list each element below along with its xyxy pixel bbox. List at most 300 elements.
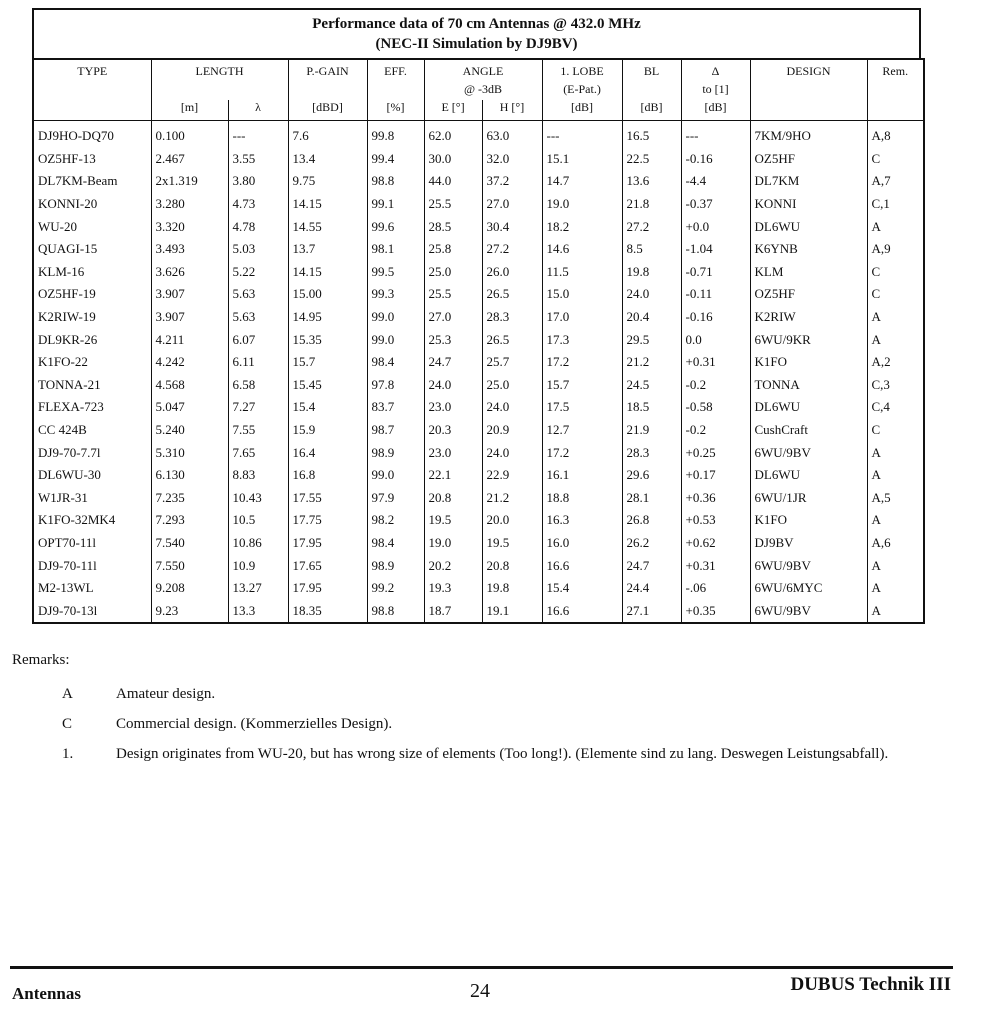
table-row	[33, 306, 924, 329]
col-bl: BL	[622, 59, 681, 82]
table-cell: +0.25	[681, 441, 750, 464]
table-cell: 98.9	[367, 554, 424, 577]
remark-key: A	[62, 686, 73, 702]
table-cell: 17.95	[288, 532, 367, 555]
table-cell: 24.0	[482, 441, 542, 464]
table-cell: 15.4	[288, 396, 367, 419]
unit-h-deg: H [°]	[482, 100, 542, 121]
col-design: DESIGN	[750, 59, 867, 82]
table-cell: 17.95	[288, 577, 367, 600]
table-cell: +0.31	[681, 351, 750, 374]
table-cell: 28.1	[622, 487, 681, 510]
table-cell: 7.293	[151, 509, 228, 532]
table-cell: A,8	[867, 121, 924, 148]
table-cell: DL6WU-30	[33, 464, 151, 487]
table-cell: 19.3	[424, 577, 482, 600]
table-cell: 12.7	[542, 419, 622, 442]
table-cell: A,5	[867, 487, 924, 510]
table-row	[33, 396, 924, 419]
table-cell: 27.2	[482, 238, 542, 261]
table-cell: 13.6	[622, 170, 681, 193]
angle-subheader: @ -3dB	[424, 82, 542, 100]
table-cell: W1JR-31	[33, 487, 151, 510]
table-cell: OZ5HF	[750, 283, 867, 306]
table-cell: 3.320	[151, 215, 228, 238]
table-cell: 15.7	[542, 374, 622, 397]
table-row	[33, 170, 924, 193]
title-line-1: Performance data of 70 cm Antennas @ 432.0 MHz	[312, 16, 641, 32]
table-cell: 20.8	[482, 554, 542, 577]
table-cell: 7.27	[228, 396, 288, 419]
table-cell: 7KM/9HO	[750, 121, 867, 148]
table-cell: 3.907	[151, 306, 228, 329]
table-cell: 5.310	[151, 441, 228, 464]
table-cell: 0.0	[681, 328, 750, 351]
table-cell: A	[867, 554, 924, 577]
table-cell: WU-20	[33, 215, 151, 238]
col-lobe: 1. LOBE	[542, 59, 622, 82]
table-cell: 24.0	[424, 374, 482, 397]
table-cell: 6.130	[151, 464, 228, 487]
table-cell: 7.540	[151, 532, 228, 555]
table-cell: 6.58	[228, 374, 288, 397]
table-cell: CushCraft	[750, 419, 867, 442]
table-cell: -.06	[681, 577, 750, 600]
table-cell: DJ9-70-11l	[33, 554, 151, 577]
table-cell: 20.0	[482, 509, 542, 532]
table-cell: 17.0	[542, 306, 622, 329]
table-cell: 10.86	[228, 532, 288, 555]
table-cell: 13.7	[288, 238, 367, 261]
table-cell: 99.8	[367, 121, 424, 148]
table-row	[33, 215, 924, 238]
table-cell: 27.1	[622, 599, 681, 623]
table-row	[33, 487, 924, 510]
table-cell: 98.7	[367, 419, 424, 442]
table-cell: DL7KM-Beam	[33, 170, 151, 193]
table-cell: 6WU/9BV	[750, 441, 867, 464]
table-cell: 6WU/1JR	[750, 487, 867, 510]
table-cell: KONNI-20	[33, 193, 151, 216]
table-cell: 14.55	[288, 215, 367, 238]
table-cell: C,1	[867, 193, 924, 216]
table-cell: 4.568	[151, 374, 228, 397]
table-cell: 98.4	[367, 532, 424, 555]
table-cell: 9.75	[288, 170, 367, 193]
table-cell: 19.1	[482, 599, 542, 623]
table-cell: 14.95	[288, 306, 367, 329]
table-cell: 99.2	[367, 577, 424, 600]
table-cell: A,7	[867, 170, 924, 193]
table-cell: 97.9	[367, 487, 424, 510]
table-cell: 27.0	[424, 306, 482, 329]
table-cell: 2x1.319	[151, 170, 228, 193]
table-cell: 3.626	[151, 261, 228, 284]
table-cell: 10.43	[228, 487, 288, 510]
table-cell: 24.5	[622, 374, 681, 397]
table-cell: K6YNB	[750, 238, 867, 261]
table-cell: ---	[228, 121, 288, 148]
table-cell: 26.8	[622, 509, 681, 532]
table-cell: -0.37	[681, 193, 750, 216]
table-cell: 8.5	[622, 238, 681, 261]
table-cell: 13.3	[228, 599, 288, 623]
table-cell: 6WU/9BV	[750, 554, 867, 577]
table-cell: 22.1	[424, 464, 482, 487]
table-cell: KONNI	[750, 193, 867, 216]
unit-lobe-db: [dB]	[542, 100, 622, 121]
table-cell: -0.2	[681, 374, 750, 397]
table-cell: K2RIW	[750, 306, 867, 329]
table-cell: 3.280	[151, 193, 228, 216]
table-cell: 20.8	[424, 487, 482, 510]
table-cell: 25.0	[482, 374, 542, 397]
table-cell: A	[867, 464, 924, 487]
table-cell: 14.15	[288, 261, 367, 284]
table-cell: 21.9	[622, 419, 681, 442]
col-delta: Δ	[681, 59, 750, 82]
table-cell: A,2	[867, 351, 924, 374]
table-row	[33, 419, 924, 442]
table-cell: 16.6	[542, 554, 622, 577]
table-cell: 15.7	[288, 351, 367, 374]
remark-text: Commercial design. (Kommerzielles Design).	[116, 716, 393, 732]
table-cell: K1FO-22	[33, 351, 151, 374]
table-cell: OZ5HF-19	[33, 283, 151, 306]
table-cell: 17.2	[542, 441, 622, 464]
table-cell: DJ9-70-7.7l	[33, 441, 151, 464]
table-cell: 24.0	[482, 396, 542, 419]
table-cell: 20.2	[424, 554, 482, 577]
table-cell: 3.55	[228, 148, 288, 171]
table-cell: 26.5	[482, 283, 542, 306]
table-cell: 27.2	[622, 215, 681, 238]
table-cell: +0.62	[681, 532, 750, 555]
table-cell: KLM	[750, 261, 867, 284]
table-cell: 3.493	[151, 238, 228, 261]
footer-section-name: Antennas	[12, 984, 81, 1003]
table-cell: 20.4	[622, 306, 681, 329]
table-cell: 16.8	[288, 464, 367, 487]
table-cell: 44.0	[424, 170, 482, 193]
table-cell: 28.3	[482, 306, 542, 329]
table-cell: 24.4	[622, 577, 681, 600]
title-line-2: (NEC-II Simulation by DJ9BV)	[375, 36, 578, 52]
table-cell: 15.4	[542, 577, 622, 600]
table-cell: 24.7	[424, 351, 482, 374]
table-cell: OZ5HF-13	[33, 148, 151, 171]
table-cell: 4.242	[151, 351, 228, 374]
table-cell: A,6	[867, 532, 924, 555]
table-cell: 97.8	[367, 374, 424, 397]
table-cell: 19.8	[482, 577, 542, 600]
header-row-1	[33, 59, 924, 82]
table-cell: 3.80	[228, 170, 288, 193]
table-cell: 16.0	[542, 532, 622, 555]
table-body	[33, 121, 924, 624]
table-row	[33, 374, 924, 397]
table-cell: 28.3	[622, 441, 681, 464]
table-cell: KLM-16	[33, 261, 151, 284]
table-cell: FLEXA-723	[33, 396, 151, 419]
table-cell: QUAGI-15	[33, 238, 151, 261]
table-cell: -0.71	[681, 261, 750, 284]
table-cell: 18.2	[542, 215, 622, 238]
unit-lambda: λ	[228, 100, 288, 121]
table-cell: 7.65	[228, 441, 288, 464]
table-cell: 7.550	[151, 554, 228, 577]
table-cell: M2-13WL	[33, 577, 151, 600]
table-cell: K1FO	[750, 351, 867, 374]
table-row	[33, 599, 924, 623]
table-cell: C	[867, 261, 924, 284]
table-cell: 23.0	[424, 441, 482, 464]
table-cell: 62.0	[424, 121, 482, 148]
table-row	[33, 441, 924, 464]
table-cell: 99.1	[367, 193, 424, 216]
performance-table	[32, 58, 925, 624]
table-cell: K1FO	[750, 509, 867, 532]
table-cell: 28.5	[424, 215, 482, 238]
table-cell: 15.1	[542, 148, 622, 171]
table-cell: C	[867, 148, 924, 171]
col-gain: P.-GAIN	[288, 59, 367, 82]
table-cell: 18.8	[542, 487, 622, 510]
table-cell: C	[867, 283, 924, 306]
table-row	[33, 121, 924, 148]
table-cell: 22.9	[482, 464, 542, 487]
table-cell: A,9	[867, 238, 924, 261]
footer-publication: DUBUS Technik III	[790, 974, 951, 995]
table-cell: 5.03	[228, 238, 288, 261]
table-cell: 99.4	[367, 148, 424, 171]
unit-percent: [%]	[367, 100, 424, 121]
table-cell: +0.53	[681, 509, 750, 532]
table-cell: 15.35	[288, 328, 367, 351]
table-cell: 15.45	[288, 374, 367, 397]
table-cell: OPT70-11l	[33, 532, 151, 555]
table-cell: 11.5	[542, 261, 622, 284]
table-cell: 98.1	[367, 238, 424, 261]
table-cell: -0.2	[681, 419, 750, 442]
table-cell: C	[867, 419, 924, 442]
table-title	[32, 8, 921, 58]
col-type: TYPE	[33, 59, 151, 82]
table-cell: 14.7	[542, 170, 622, 193]
table-cell: 3.907	[151, 283, 228, 306]
table-cell: OZ5HF	[750, 148, 867, 171]
table-cell: +0.35	[681, 599, 750, 623]
table-row	[33, 238, 924, 261]
table-cell: 19.5	[482, 532, 542, 555]
table-cell: +0.17	[681, 464, 750, 487]
table-cell: 25.3	[424, 328, 482, 351]
table-cell: 6WU/9KR	[750, 328, 867, 351]
table-cell: 5.63	[228, 306, 288, 329]
table-cell: 17.55	[288, 487, 367, 510]
header-row-2	[33, 82, 924, 100]
table-cell: 21.2	[482, 487, 542, 510]
table-row	[33, 283, 924, 306]
table-cell: 5.240	[151, 419, 228, 442]
table-cell: 24.0	[622, 283, 681, 306]
table-cell: 99.0	[367, 328, 424, 351]
table-cell: -1.04	[681, 238, 750, 261]
table-row	[33, 148, 924, 171]
table-cell: 13.27	[228, 577, 288, 600]
table-cell: CC 424B	[33, 419, 151, 442]
table-cell: 25.5	[424, 283, 482, 306]
table-cell: 6WU/9BV	[750, 599, 867, 623]
table-cell: 5.63	[228, 283, 288, 306]
table-cell: A	[867, 306, 924, 329]
table-cell: 15.0	[542, 283, 622, 306]
table-cell: TONNA-21	[33, 374, 151, 397]
table-row	[33, 351, 924, 374]
lobe-subheader: (E-Pat.)	[542, 82, 622, 100]
unit-bl-db: [dB]	[622, 100, 681, 121]
remark-text: Design originates from WU-20, but has wrong size of elements (Too long!). (Elemente sind zu lang. Deswegen Leistungsabfall).	[116, 746, 889, 762]
table-cell: 15.9	[288, 419, 367, 442]
table-cell: 26.0	[482, 261, 542, 284]
table-cell: 2.467	[151, 148, 228, 171]
table-cell: 98.9	[367, 441, 424, 464]
table-cell: 16.5	[622, 121, 681, 148]
table-cell: A	[867, 441, 924, 464]
table-cell: 19.0	[542, 193, 622, 216]
table-cell: 14.6	[542, 238, 622, 261]
table-cell: 6WU/6MYC	[750, 577, 867, 600]
table-cell: 16.3	[542, 509, 622, 532]
table-cell: -0.16	[681, 148, 750, 171]
table-cell: 29.6	[622, 464, 681, 487]
table-cell: 17.75	[288, 509, 367, 532]
unit-delta-db: [dB]	[681, 100, 750, 121]
remark-text: Amateur design.	[116, 686, 216, 702]
table-cell: A	[867, 215, 924, 238]
unit-m: [m]	[151, 100, 228, 121]
table-cell: 99.0	[367, 306, 424, 329]
table-cell: TONNA	[750, 374, 867, 397]
table-cell: 98.8	[367, 170, 424, 193]
table-cell: 16.4	[288, 441, 367, 464]
table-cell: 99.5	[367, 261, 424, 284]
table-cell: 7.6	[288, 121, 367, 148]
table-cell: A	[867, 599, 924, 623]
table-cell: 21.2	[622, 351, 681, 374]
remarks-title: Remarks:	[12, 652, 70, 668]
table-cell: 98.4	[367, 351, 424, 374]
table-cell: 18.7	[424, 599, 482, 623]
remarks-section	[12, 652, 967, 773]
delta-subheader: to [1]	[681, 82, 750, 100]
table-cell: 98.2	[367, 509, 424, 532]
table-cell: 13.4	[288, 148, 367, 171]
table-cell: ---	[542, 121, 622, 148]
table-cell: 20.3	[424, 419, 482, 442]
table-cell: 25.8	[424, 238, 482, 261]
table-cell: 99.3	[367, 283, 424, 306]
table-row	[33, 193, 924, 216]
table-cell: 25.0	[424, 261, 482, 284]
table-cell: 19.0	[424, 532, 482, 555]
header-row-units	[33, 100, 924, 121]
remark-key: 1.	[62, 746, 74, 762]
table-cell: A	[867, 328, 924, 351]
table-cell: 7.235	[151, 487, 228, 510]
table-cell: 16.1	[542, 464, 622, 487]
table-cell: 24.7	[622, 554, 681, 577]
table-cell: 16.6	[542, 599, 622, 623]
table-cell: 6.11	[228, 351, 288, 374]
table-cell: +0.0	[681, 215, 750, 238]
table-cell: 4.78	[228, 215, 288, 238]
table-cell: 14.15	[288, 193, 367, 216]
table-row	[33, 464, 924, 487]
table-cell: 18.35	[288, 599, 367, 623]
remark-item	[12, 713, 967, 735]
table-cell: A	[867, 577, 924, 600]
table-cell: DL6WU	[750, 464, 867, 487]
table-row	[33, 554, 924, 577]
table-row	[33, 532, 924, 555]
table-cell: -0.58	[681, 396, 750, 419]
unit-e-deg: E [°]	[424, 100, 482, 121]
table-cell: 19.8	[622, 261, 681, 284]
table-cell: 15.00	[288, 283, 367, 306]
table-cell: C,4	[867, 396, 924, 419]
footer-rule	[10, 966, 953, 969]
table-cell: 30.4	[482, 215, 542, 238]
table-cell: 37.2	[482, 170, 542, 193]
col-length: LENGTH	[151, 59, 288, 82]
table-cell: 4.211	[151, 328, 228, 351]
table-cell: 8.83	[228, 464, 288, 487]
table-cell: 5.047	[151, 396, 228, 419]
table-cell: -0.16	[681, 306, 750, 329]
unit-dbd: [dBD]	[288, 100, 367, 121]
table-cell: 17.3	[542, 328, 622, 351]
table-cell: DL9KR-26	[33, 328, 151, 351]
table-cell: DL6WU	[750, 215, 867, 238]
remark-item	[12, 683, 967, 705]
table-row	[33, 261, 924, 284]
remark-item	[12, 743, 967, 765]
col-angle: ANGLE	[424, 59, 542, 82]
table-cell: -0.11	[681, 283, 750, 306]
table-row	[33, 509, 924, 532]
table-cell: 99.6	[367, 215, 424, 238]
table-cell: 26.5	[482, 328, 542, 351]
table-row	[33, 328, 924, 351]
table-cell: +0.36	[681, 487, 750, 510]
table-cell: 20.9	[482, 419, 542, 442]
table-cell: 18.5	[622, 396, 681, 419]
table-cell: 25.7	[482, 351, 542, 374]
remark-key: C	[62, 716, 73, 732]
table-cell: 10.9	[228, 554, 288, 577]
table-cell: 21.8	[622, 193, 681, 216]
table-cell: 17.65	[288, 554, 367, 577]
table-cell: 9.208	[151, 577, 228, 600]
table-cell: +0.31	[681, 554, 750, 577]
table-cell: 27.0	[482, 193, 542, 216]
table-cell: 9.23	[151, 599, 228, 623]
table-cell: A	[867, 509, 924, 532]
table-cell: 4.73	[228, 193, 288, 216]
col-eff: EFF.	[367, 59, 424, 82]
table-cell: 17.5	[542, 396, 622, 419]
